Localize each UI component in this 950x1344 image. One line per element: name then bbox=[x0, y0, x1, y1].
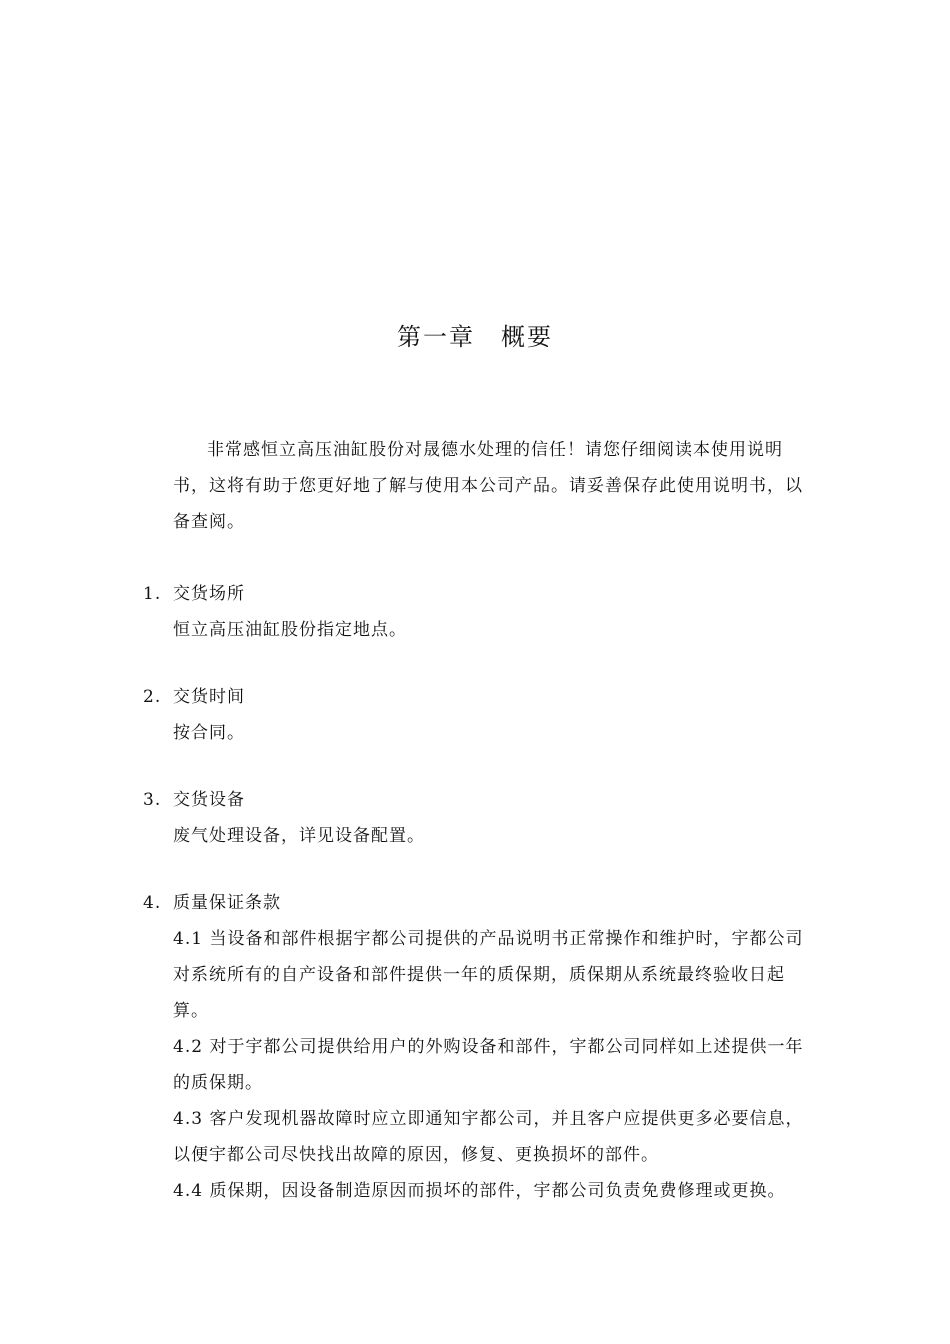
section-title: 交货场所 bbox=[173, 584, 245, 604]
section-heading bbox=[143, 679, 823, 715]
section-quality-warranty bbox=[143, 885, 823, 1209]
section-delivery-equipment bbox=[143, 782, 823, 854]
section-title: 交货设备 bbox=[173, 790, 245, 810]
section-number: 4. bbox=[143, 893, 162, 913]
section-title: 交货时间 bbox=[173, 687, 245, 707]
chapter-title: 第一章 概要 bbox=[397, 323, 553, 351]
section-heading bbox=[143, 782, 823, 818]
section-heading bbox=[143, 885, 823, 921]
section-body: 按合同。 bbox=[173, 723, 245, 743]
section-body: 恒立高压油缸股份指定地点。 bbox=[173, 620, 407, 640]
warranty-clause-4-4: 4.4 质保期，因设备制造原因而损坏的部件，宇都公司负责免费修理或更换。 bbox=[173, 1181, 786, 1201]
section-delivery-place bbox=[143, 576, 823, 648]
section-number: 1. bbox=[143, 584, 162, 604]
section-number: 3. bbox=[143, 790, 162, 810]
warranty-clause-4-3: 4.3 客户发现机器故障时应立即通知宇都公司，并且客户应提供更多必要信息，以便宇都公司尽快找出故障的原因，修复、更换损坏的部件。 bbox=[173, 1109, 804, 1165]
section-number: 2. bbox=[143, 687, 162, 707]
section-body: 废气处理设备，详见设备配置。 bbox=[173, 826, 425, 846]
section-title: 质量保证条款 bbox=[173, 893, 281, 913]
warranty-clause-4-2: 4.2 对于宇都公司提供给用户的外购设备和部件，宇都公司同样如上述提供一年的质保期。 bbox=[173, 1037, 804, 1093]
warranty-clause-4-1: 4.1 当设备和部件根据宇都公司提供的产品说明书正常操作和维护时，宇都公司对系统所有的自产设备和部件提供一年的质保期，质保期从系统最终验收日起算。 bbox=[173, 929, 804, 1021]
section-delivery-time bbox=[143, 679, 823, 751]
section-heading bbox=[143, 576, 823, 612]
intro-paragraph: 非常感恒立高压油缸股份对晟德水处理的信任！请您仔细阅读本使用说明书，这将有助于您更好地了解与使用本公司产品。请妥善保存此使用说明书，以备查阅。 bbox=[173, 440, 803, 532]
